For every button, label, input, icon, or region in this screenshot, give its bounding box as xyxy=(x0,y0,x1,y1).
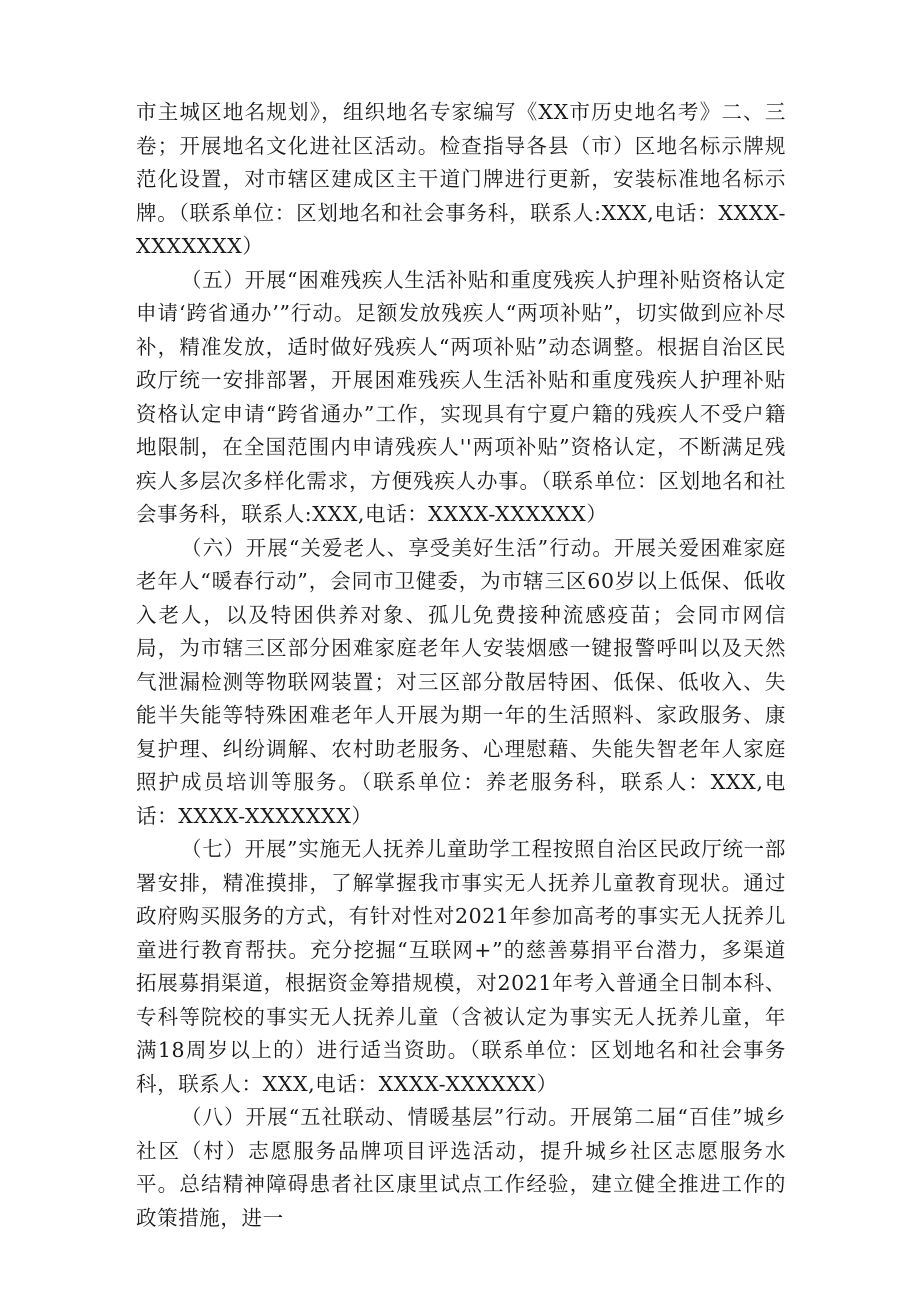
paragraph-disability-subsidy: （五）开展“困难残疾人生活补贴和重度残疾人护理补贴资格认定申请‘跨省通办’”行动。足额发放残疾人“两项补贴”，切实做到应补尽补，精准发放，适时做好残疾人“两项补贴”动态调整。根据自治区民政厅统一安排部署，开展困难残疾人生活补贴和重度残疾人护理补贴资格认定申请“跨省通办”工作，实现具有宁夏户籍的残疾人不受户籍地限制，在全国范围内申请残疾人''两项补贴”资格认定，不断满足残疾人多层次多样化需求，方便残疾人办事。（联系单位：区划地名和社会事务科，联系人:XXX,电话：XXXX-XXXXXX） xyxy=(136,267,786,526)
paragraph-address-culture: 市主城区地名规划》，组织地名专家编写《XX市历史地名考》二、三卷；开展地名文化进社区活动。检查指导各县（市）区地名标示牌规范化设置，对市辖区建成区主干道门牌进行更新，安装标准地名标示牌。（联系单位：区划地名和社会事务科，联系人:XXX,电话：XXXX-XXXXXXX） xyxy=(136,100,786,258)
document-page xyxy=(136,96,786,1235)
paragraph-community-linkage: （八）开展“五社联动、情暖基层”行动。开展第二届“百佳”城乡社区（村）志愿服务品牌项目评选活动，提升城乡社区志愿服务水平。总结精神障碍患者社区康里试点工作经验，建立健全推进工作的政策措施，进一 xyxy=(136,1105,786,1230)
paragraph-elderly-care: （六）开展“关爱老人、享受美好生活”行动。开展关爱困难家庭老年人“暖春行动”，会同市卫健委，为市辖三区60岁以上低保、低收入老人，以及特困供养对象、孤儿免费接种流感疫苗；会同市网信局，为市辖三区部分困难家庭老年人安装烟感一键报警呼叫以及天然气泄漏检测等物联网装置；对三区部分散居特困、低保、低收入、失能半失能等特殊困难老年人开展为期一年的生活照料、家政服务、康复护理、纠纷调解、农村助老服务、心理慰藉、失能失智老年人家庭照护成员培训等服务。（联系单位：养老服务科，联系人：XXX,电话：XXXX-XXXXXXX） xyxy=(136,535,786,828)
paragraph-child-education-aid: （七）开展”实施无人抚养儿童助学工程按照自治区民政厅统一部署安排，精准摸排，了解掌握我市事实无人抚养儿童教育现状。通过政府购买服务的方式，有针对性对2021年参加高考的事实无人抚养儿童进行教育帮扶。充分挖掘“互联网+”的慈善募捐平台潜力，多渠道拓展募捐渠道，根据资金筹措规模，对2021年考入普通全日制本科、专科等院校的事实无人抚养儿童（含被认定为事实无人抚养儿童，年满18周岁以上的）进行适当资助。（联系单位：区划地名和社会事务科，联系人：XXX,电话：XXXX-XXXXXX） xyxy=(136,837,786,1096)
